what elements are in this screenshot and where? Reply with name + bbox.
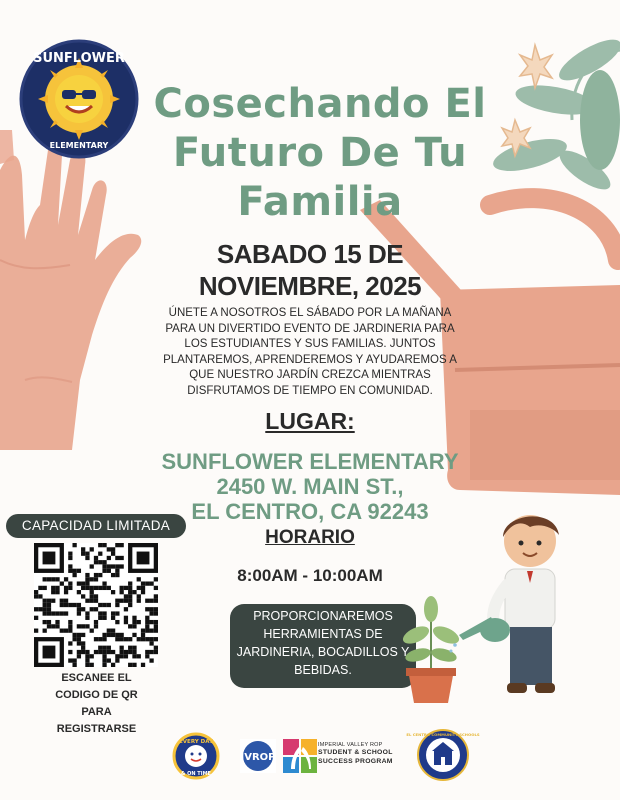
provisions-line: JARDINERIA, BOCADILLOS Y: [236, 645, 410, 659]
scan-line: PARA: [81, 706, 112, 718]
provisions-box: [230, 604, 416, 688]
everyday-text-bottom: & ON TIME: [181, 771, 211, 777]
description-line: PARA UN DIVERTIDO EVENTO DE JARDINERIA PARA: [165, 322, 455, 335]
event-title: [110, 80, 530, 227]
scan-instructions: [24, 670, 169, 738]
logo-text-bottom: ELEMENTARY: [49, 141, 109, 150]
ivrop-small-text: IMPERIAL VALLEY ROP: [318, 742, 383, 748]
description-line: ÚNETE A NOSOTROS EL SÁBADO POR LA MAÑANA: [168, 307, 452, 319]
location-address: [130, 449, 490, 524]
ivrop-program-text: [318, 742, 414, 766]
schedule-heading: HORARIO: [265, 527, 355, 548]
event-date: [150, 238, 470, 302]
every-day-on-time-logo: [172, 732, 220, 780]
ivrop-logo: [240, 739, 276, 773]
capacity-badge: CAPACIDAD LIMITADA: [6, 514, 186, 538]
ecsd-logo-text: EL CENTRO COMMUNITY SCHOOLS: [406, 732, 480, 737]
description-line: PLANTAREMOS, APRENDEREMOS Y AYUDAREMOS A: [163, 353, 457, 366]
date-line-2: NOVIEMBRE, 2025: [198, 271, 422, 301]
scan-line: CODIGO DE QR: [55, 689, 138, 701]
date-line-1: SABADO 15 DE: [216, 239, 404, 269]
registration-qr-code[interactable]: [34, 543, 158, 667]
description-line: DISFRUTAMOS DE TIEMPO EN COMUNIDAD.: [187, 384, 433, 397]
el-centro-community-schools-logo: [406, 728, 480, 782]
ivrop-logo-text: IVROP: [240, 752, 276, 763]
boy-watering-illustration: [455, 505, 605, 705]
location-city: EL CENTRO, CA 92243: [191, 499, 429, 524]
provisions-line: BEBIDAS.: [294, 663, 352, 677]
logo-text-top: SUNFLOWER: [33, 51, 125, 66]
location-street: 2450 W. MAIN ST.,: [216, 474, 404, 499]
event-description: [130, 306, 490, 399]
everyday-text-top: EVERY DAY: [179, 739, 213, 745]
location-name: SUNFLOWER ELEMENTARY: [161, 449, 459, 474]
location-heading: LUGAR:: [265, 408, 355, 434]
ivrop-line-1: STUDENT & SCHOOL: [318, 749, 393, 756]
provisions-line: HERRAMIENTAS DE: [263, 627, 383, 641]
provisions-line: PROPORCIONAREMOS: [253, 609, 393, 623]
scan-line: REGISTRARSE: [56, 723, 137, 735]
description-line: QUE NUESTRO JARDÍN CREZCA MIENTRAS: [189, 369, 431, 381]
title-line-2: Futuro De Tu: [172, 130, 468, 176]
scan-line: ESCANEE EL: [61, 672, 132, 684]
title-line-1: Cosechando El: [153, 81, 487, 127]
title-line-3: Familia: [237, 179, 403, 225]
ivrop-hands-mark-icon: [283, 739, 317, 773]
schedule-time: 8:00AM - 10:00AM: [237, 566, 383, 585]
description-line: LOS ESTUDIANTES Y SUS FAMILIAS. JUNTOS: [184, 338, 436, 350]
ivrop-line-2: SUCCESS PROGRAM: [318, 758, 393, 765]
